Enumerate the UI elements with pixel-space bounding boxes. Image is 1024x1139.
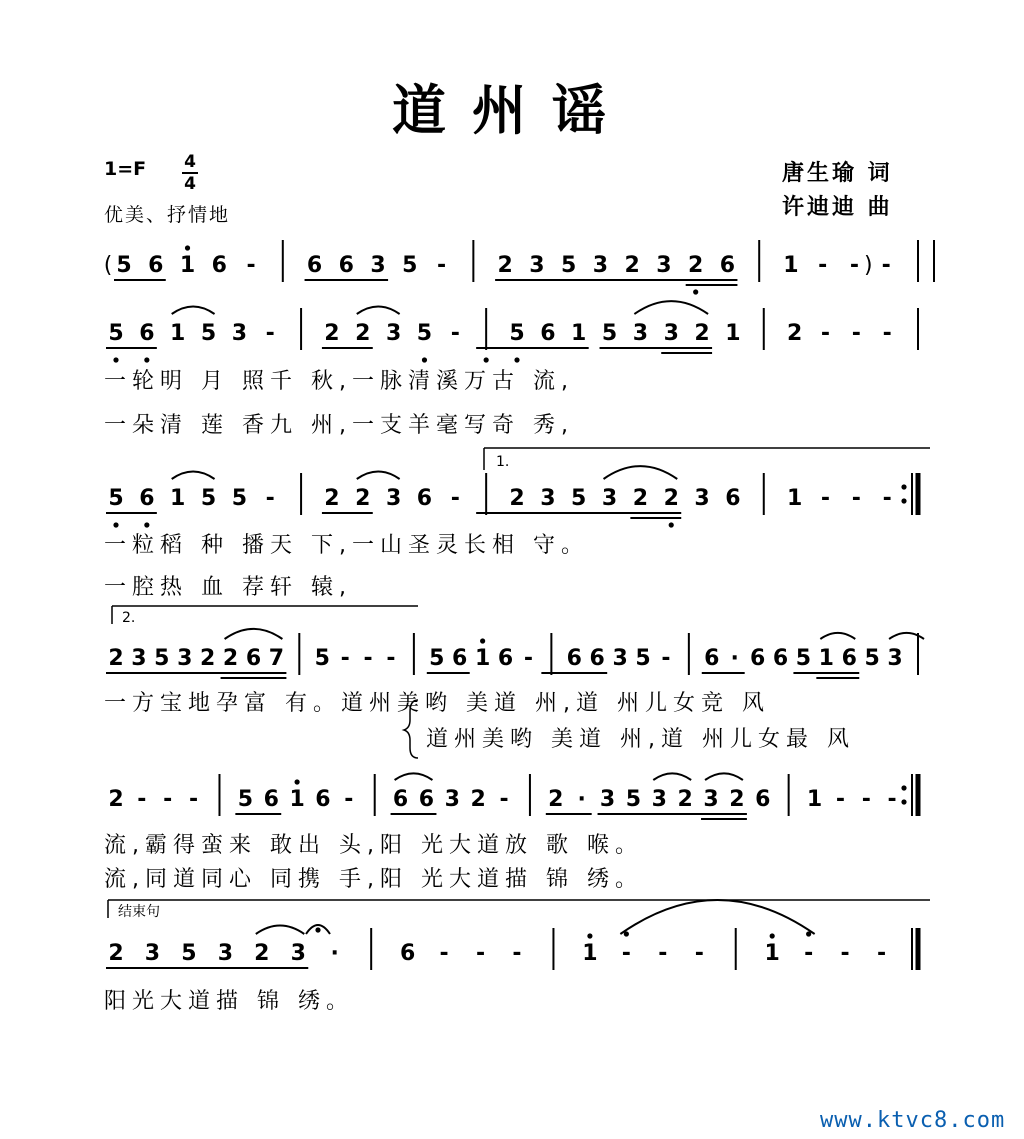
note-digit: 5 [625, 787, 642, 812]
lyric-line: 流,同道同心 同携 手,阳 光大道描 锦 绣。 [104, 867, 643, 892]
time-signature-bottom: 4 [184, 174, 196, 194]
note-digit: 2 [497, 253, 513, 278]
lyric-line: 一腔热 血 荐轩 辕, [104, 575, 352, 600]
note-digit: 6 [315, 787, 331, 812]
note-digit: 5 [108, 486, 124, 511]
note-digit: 2 [254, 941, 270, 966]
note-digit: 1 [582, 941, 598, 966]
note-digit: 2 [108, 787, 124, 812]
note-digit: 3 [632, 321, 649, 346]
note-digit: 6 [392, 787, 409, 812]
octave-low-dot [484, 357, 489, 362]
note-digit: 2 [222, 646, 239, 671]
dash-note: - [475, 941, 486, 966]
dash-note: - [437, 253, 447, 278]
note-digit: 3 [370, 253, 386, 278]
lyric-line: 一方宝地孕富 有。道州美哟 美道 州,道 州儿女竞 风 [104, 691, 770, 716]
dash-note: - [340, 646, 350, 671]
slur [357, 307, 400, 314]
note-digit: 3 [887, 646, 903, 671]
repeat-dot [901, 484, 906, 489]
note-digit: 5 [402, 253, 418, 278]
note-digit: 6 [540, 321, 556, 346]
slur [634, 301, 708, 314]
note-digit: 5 [416, 321, 433, 346]
note-digit: 2 [624, 253, 640, 278]
volta-2-label: 2. [122, 610, 136, 626]
dash-note: - [835, 787, 845, 812]
note-digit: 3 [651, 787, 667, 812]
lyric-line: 一朵清 莲 香九 州,一支羊毫写奇 秀, [104, 413, 574, 438]
note-digit: 6 [263, 787, 279, 812]
dash-note: - [820, 486, 831, 511]
note-digit: 2 [324, 321, 340, 346]
dash-note: - [861, 787, 871, 812]
dash-note: - [694, 941, 704, 966]
dash-note: - [265, 321, 275, 346]
time-signature-top: 4 [184, 152, 196, 172]
note-digit: 1 [783, 253, 799, 278]
dash-note: - [386, 646, 396, 671]
lyric-line: 一轮明 月 照千 秋,一脉清溪万古 流, [104, 369, 574, 394]
note-digit: 3 [231, 321, 248, 346]
note-digit: 2 [786, 321, 803, 346]
note-digit: 3 [444, 787, 460, 812]
tempo-marking: 优美、抒情地 [104, 204, 231, 226]
watermark-url: www.ktvc8.com [820, 1108, 1006, 1133]
note-digit: 3 [131, 646, 147, 671]
note-digit: 2 [509, 486, 525, 511]
note-digit: 6 [841, 646, 857, 671]
note-digit: 5 [509, 321, 525, 346]
note-digit: 6 [416, 486, 433, 511]
octave-high-dot [587, 933, 592, 938]
dash-note: - [523, 646, 534, 671]
note-digit: 1 [179, 253, 196, 278]
note-digit: 2 [688, 253, 704, 278]
dash-note: - [882, 321, 892, 346]
octave-low-dot [422, 357, 427, 362]
note-digit: 6 [589, 646, 605, 671]
note-digit: 1 [474, 646, 491, 671]
note-digit: 5 [429, 646, 445, 671]
dash-note: - [876, 941, 887, 966]
note-digit: 3 [663, 321, 679, 346]
dash-note: - [849, 253, 860, 278]
note-digit: 5 [635, 646, 651, 671]
note-digit: 2 [677, 787, 693, 812]
dash-note: - [499, 787, 509, 812]
note-digit: 6 [719, 253, 736, 278]
note-digit: 2 [548, 787, 564, 812]
note-digit: 2 [200, 646, 216, 671]
lyricist-credit: 唐生瑜 词 [782, 161, 893, 186]
note-digit: 3 [601, 486, 618, 511]
dash-note: - [621, 941, 631, 966]
coda-label: 结束句 [118, 904, 160, 920]
slur [357, 472, 400, 479]
dash-note: - [818, 253, 828, 278]
note-digit: 3 [540, 486, 556, 511]
lyric-line: 阳光大道描 锦 绣。 [104, 989, 354, 1014]
dash-note: - [661, 646, 671, 671]
note-digit: 6 [566, 646, 582, 671]
note-digit: 2 [632, 486, 649, 511]
octave-low-dot [144, 357, 149, 362]
dash-note: - [189, 787, 199, 812]
note-digit: 6 [755, 787, 771, 812]
slur [604, 466, 678, 479]
dash-note: - [137, 787, 147, 812]
dash-note: - [512, 941, 522, 966]
note-digit: 1 [786, 486, 803, 511]
dash-note: - [265, 486, 275, 511]
note-digit: 6 [245, 646, 262, 671]
note-digit: 7 [268, 646, 285, 671]
dash-note: - [439, 941, 449, 966]
note-digit: 5 [237, 787, 254, 812]
note-digit: 5 [154, 646, 170, 671]
octave-low-dot [113, 522, 118, 527]
dash-note: - [363, 646, 373, 671]
dash-note: - [658, 941, 668, 966]
note-digit: 5 [116, 253, 132, 278]
dash-note: - [804, 941, 814, 966]
repeat-dot [901, 498, 906, 503]
note-digit: 6 [338, 253, 354, 278]
note-digit: 2 [108, 941, 124, 966]
note-digit: 6 [418, 787, 435, 812]
repeat-dot [901, 785, 906, 790]
volta-1-label: 1. [496, 454, 510, 470]
dash-note: - [450, 321, 460, 346]
dash-note: - [344, 787, 354, 812]
slur [620, 900, 814, 934]
note-digit: 2 [355, 486, 371, 511]
octave-high-dot [624, 931, 629, 936]
note-digit: · [330, 941, 339, 966]
note-digit: 3 [177, 646, 193, 671]
lyric-line: 流,霸得蛮来 敢出 头,阳 光大道放 歌 喉。 [104, 833, 643, 858]
intro-close-paren: ) [863, 253, 873, 278]
intro-open-paren: ( [103, 253, 113, 278]
note-digit: 3 [592, 253, 609, 278]
dash-note: - [820, 321, 831, 346]
note-digit: 2 [324, 486, 340, 511]
note-digit: 5 [200, 321, 217, 346]
note-digit: · [577, 787, 586, 812]
octave-high-dot [770, 933, 775, 938]
note-digit: 2 [108, 646, 124, 671]
note-digit: 3 [694, 486, 710, 511]
note-digit: 6 [306, 253, 323, 278]
note-digit: 5 [560, 253, 577, 278]
dash-note: - [851, 321, 861, 346]
note-digit: 2 [694, 321, 710, 346]
note-digit: 1 [170, 486, 186, 511]
note-digit: 5 [108, 321, 124, 346]
slur [705, 773, 743, 780]
dash-note: - [840, 941, 850, 966]
dash-note: - [450, 486, 460, 511]
note-digit: 6 [725, 486, 741, 511]
slur [653, 773, 691, 780]
note-digit: 3 [217, 941, 234, 966]
note-digit: 1 [170, 321, 186, 346]
note-digit: 3 [703, 787, 719, 812]
dash-note: - [246, 253, 256, 278]
note-digit: 5 [601, 321, 618, 346]
slur [225, 629, 283, 639]
octave-low-dot [113, 357, 118, 362]
note-digit: 2 [663, 486, 679, 511]
composer-credit: 许迪迪 曲 [782, 195, 893, 220]
slur [820, 633, 855, 639]
note-digit: 5 [795, 646, 812, 671]
note-digit: 3 [385, 321, 402, 346]
octave-high-dot [480, 638, 485, 643]
note-digit: 1 [725, 321, 741, 346]
dash-note: - [163, 787, 173, 812]
dash-note: - [881, 253, 891, 278]
note-digit: 3 [656, 253, 672, 278]
note-digit: 1 [806, 787, 823, 812]
slur [172, 472, 215, 479]
slur [256, 926, 304, 934]
note-digit: 3 [612, 646, 628, 671]
note-digit: 6 [399, 941, 416, 966]
slur [172, 307, 215, 314]
octave-high-dot [806, 931, 811, 936]
note-digit: 6 [497, 646, 514, 671]
lyric-line: 一粒稻 种 播天 下,一山圣灵长相 守。 [104, 533, 589, 558]
octave-low-dot [144, 522, 149, 527]
dash-note: - [887, 787, 897, 812]
note-digit: 5 [181, 941, 197, 966]
note-digit: 3 [290, 941, 306, 966]
dash-note: - [882, 486, 892, 511]
note-digit: 1 [764, 941, 780, 966]
note-digit: 3 [599, 787, 616, 812]
note-digit: 5 [231, 486, 248, 511]
note-digit: 3 [385, 486, 402, 511]
octave-high-dot [294, 779, 299, 784]
note-digit: 5 [864, 646, 880, 671]
note-digit: 1 [571, 321, 587, 346]
note-digit: 6 [148, 253, 164, 278]
note-digit: 2 [729, 787, 745, 812]
note-digit: 2 [355, 321, 371, 346]
note-digit: 5 [314, 646, 330, 671]
note-digit: 6 [139, 486, 155, 511]
note-digit: 6 [749, 646, 766, 671]
octave-low-dot [693, 289, 698, 294]
note-digit: 2 [470, 787, 486, 812]
note-digit: 6 [211, 253, 227, 278]
lyric-line: 道州美哟 美道 州,道 州儿女最 风 [426, 727, 855, 752]
octave-high-dot [185, 245, 190, 250]
note-digit: 3 [144, 941, 161, 966]
note-digit: 1 [818, 646, 834, 671]
octave-low-dot [669, 522, 674, 527]
fermata-dot [315, 927, 320, 932]
slur [395, 773, 433, 780]
note-digit: 6 [704, 646, 720, 671]
key-signature: 1=F [104, 158, 147, 180]
song-title: 道州谣 [392, 78, 632, 142]
note-digit: · [730, 646, 739, 671]
note-digit: 6 [139, 321, 155, 346]
note-digit: 1 [289, 787, 305, 812]
note-digit: 3 [529, 253, 545, 278]
note-digit: 5 [200, 486, 217, 511]
repeat-dot [901, 799, 906, 804]
note-digit: 6 [452, 646, 468, 671]
note-digit: 6 [772, 646, 789, 671]
dash-note: - [851, 486, 861, 511]
octave-low-dot [514, 357, 519, 362]
note-digit: 5 [571, 486, 587, 511]
